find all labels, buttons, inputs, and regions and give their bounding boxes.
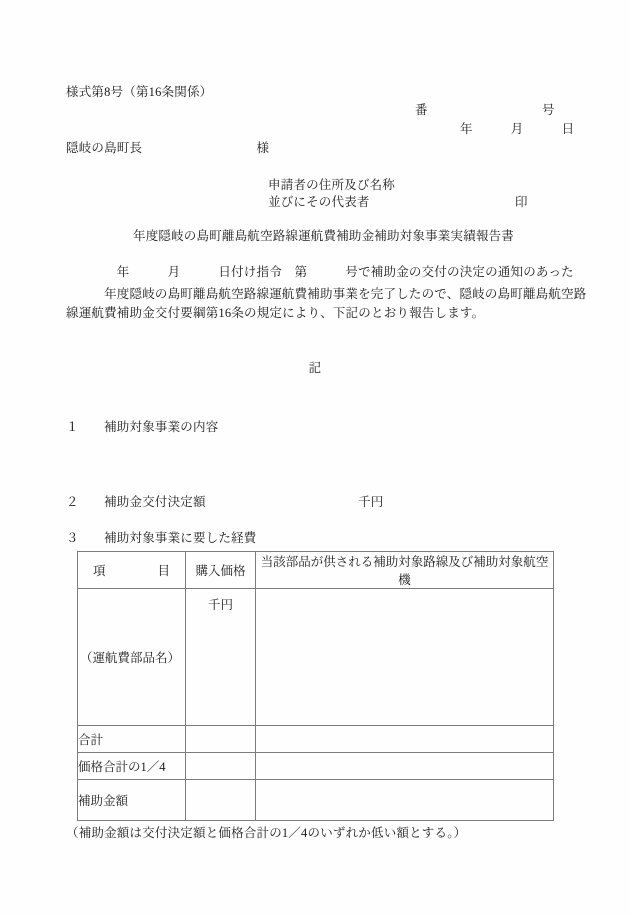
header-cell-route [256,552,554,589]
route-value [256,657,553,658]
table-header-row [78,552,554,589]
subsidy-price-value [186,800,255,801]
cell-label-subsidy [78,780,186,821]
table-footnote: （補助金額は交付決定額と価格合計の1／4のいずれか低い額とする。） [66,826,467,840]
section-item-1: １ 補助対象事業の内容 [66,420,219,434]
cell-route-subsidy[interactable] [256,780,554,821]
cell-label-total [78,726,186,753]
total-route-value [256,739,553,740]
body-paragraph-line-3: 線運航費補助金交付要綱第16条の規定により、下記のとおり報告します。 [66,306,485,320]
cell-label-quarter [78,753,186,780]
document-date-field: 年 月 日 [460,122,575,136]
subsidy-route-value [256,800,553,801]
recipient-line: 隠岐の島町長 様 [66,141,270,155]
quarter-price-value [186,766,255,767]
applicant-address-label: 申請者の住所及び名称 [268,178,396,192]
applicant-representative-label: 並びにその代表者 [268,195,370,209]
item-name-label: （運航費部品名） [80,651,181,665]
cell-price-subsidy[interactable] [186,780,256,821]
ki-marker: 記 [308,361,322,375]
body-paragraph-line-2: 年度隠岐の島町離島航空路線運航費補助事業を完了したので、隠岐の島町離島航空路 [66,287,587,301]
total-label: 合計 [78,733,104,747]
subsidy-label: 補助金額 [78,794,129,808]
seal-mark: 印 [515,195,528,209]
table-row [78,780,554,821]
header-item-label: 項 目 [92,564,179,578]
price-unit-label: 千円 [207,598,233,612]
header-price-label: 購入価格 [195,564,246,578]
cell-price-main[interactable] [186,589,256,726]
body-paragraph-line-1: 年 月 日付け指令 第 号で補助金の交付の決定の通知のあった [66,265,574,279]
header-cell-item [78,552,186,589]
document-title: 年度隠岐の島町離島航空路線運航費補助金補助対象事業実績報告書 [133,229,515,243]
total-price-value [186,739,255,740]
table-row [78,753,554,780]
header-cell-price [186,552,256,589]
cell-item-name[interactable] [78,589,186,726]
cell-route-main[interactable] [256,589,554,726]
table-row [78,726,554,753]
cell-price-quarter[interactable] [186,753,256,780]
table-row [78,589,554,726]
section-item-3: ３ 補助対象事業に要した経費 [66,531,257,545]
cell-price-total[interactable] [186,726,256,753]
cell-route-quarter[interactable] [256,753,554,780]
quarter-label: 価格合計の1／4 [78,760,166,774]
form-number: 様式第8号（第16条関係） [66,85,213,99]
document-number-field: 番 号 [415,103,555,117]
header-route-label: 当該部品が供される補助対象路線及び補助対象航空機 [260,555,549,587]
cell-route-total[interactable] [256,726,554,753]
expense-table [77,551,554,821]
quarter-route-value [256,766,553,767]
section-item-2: ２ 補助金交付決定額 千円 [66,495,384,509]
